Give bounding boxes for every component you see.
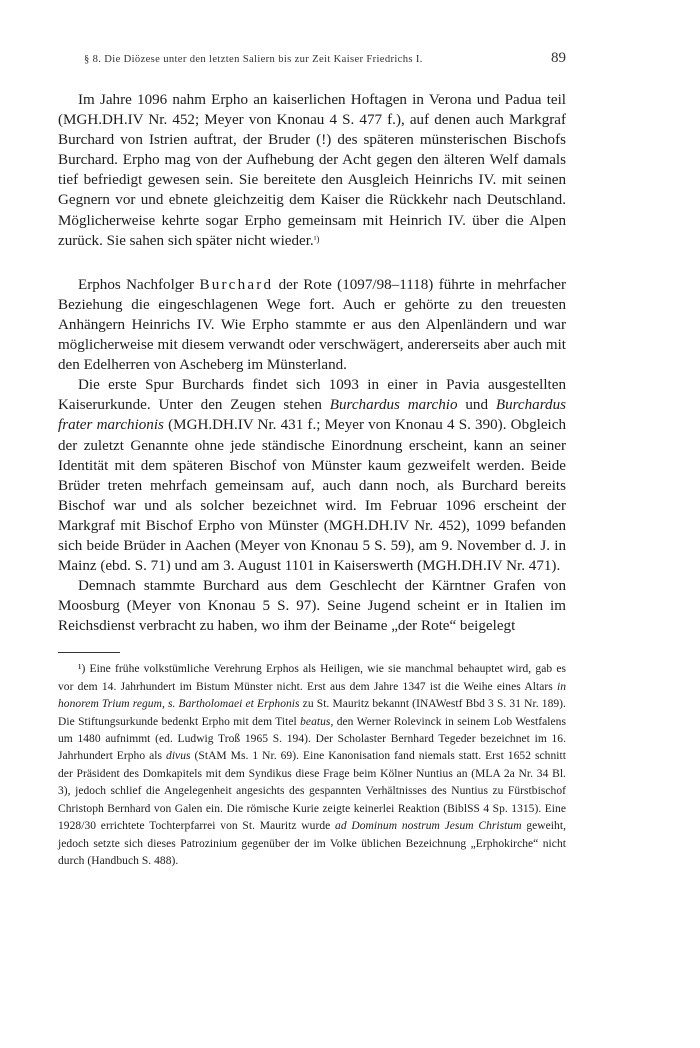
main-text xyxy=(58,90,566,636)
latin-quote: Burchardus frater marchionis xyxy=(58,397,566,434)
paragraph-text: Die erste Spur Burchards findet sich 1093 in einer in Pavia ausgestellten Kaiserurkunde. Unter den Zeugen stehen xyxy=(58,377,566,414)
paragraph-text: Im Jahre 1096 nahm Erpho an kaiserlichen Hoftagen in Verona und Padua teil (MGH.DH.IV Nr. 452; Meyer von Knonau 4 S. 477 f.), auf denen auch Markgraf Burchard von Istrien auftrat, der Bruder (!) des späteren münsterischen Bischofs Burchard. Erpho mag von der Aufhebung der Acht gegen den älteren Welf damals tief befriedigt gewesen sein. Sie bereitete den Ausgleich Heinrichs IV. mit seinen Gegnern vor und ebnete gleichzeitig dem Kaiser die Rückkehr nach Deutschland. Möglicherweise kehrte sogar Erpho gemeinsam mit Heinrich IV. über die Alpen zurück. Sie sahen sich später nicht wieder. xyxy=(58,92,566,249)
running-title: § 8. Die Diözese unter den letzten Saliern bis zur Zeit Kaiser Friedrichs I. xyxy=(84,54,423,65)
paragraph xyxy=(58,90,566,251)
book-page xyxy=(58,52,566,870)
paragraph-text: der Rote (1097/98–1118) führte in mehrfacher Beziehung die eingeschlagenen Wege fort. Auch er gehörte zu den treuesten Anhängern Heinrichs IV. Wie Erpho stammte er aus den Alpenländern und war möglicherweise mit diesem verwandt oder verschwägert, andererseits aber auch mit den Edelherren von Ascheberg im Münsterland. xyxy=(58,276,566,374)
footnote-text: zu St. Mauritz bekannt (INAWestf Bbd 3 S. 31 Nr. 189). Die Stiftungsurkunde bedenkt Erpho mit dem Titel xyxy=(58,698,566,728)
paragraph-text: (MGH.DH.IV Nr. 431 f.; Meyer von Knonau 4 S. 390). Obgleich der zuletzt Genannte ohne jede ständische Einordnung erscheint, kann an seiner Identität mit dem späteren Bischof von Münster kaum gezweifelt werden. Beide Brüder treten mehrfach gemeinsam auf, auch dann noch, als Burchard bereits Bischof war und als solcher bezeichnet wird. Im Februar 1096 erscheint der Markgraf mit Bischof Erpho von Münster (MGH.DH.IV Nr. 452), 1099 befanden sich beide Brüder in Aachen (Meyer von Knonau 5 S. 59), am 9. November d. J. in Mainz (ebd. S. 71) und am 3. August 1101 in Kaiserswerth (MGH.DH.IV Nr. 471). xyxy=(58,417,566,575)
footnote-text: Eine frühe volkstümliche Verehrung Erphos als Heiligen, wie sie manchmal behauptet wird, gab es vor dem 14. Jahrhundert im Bistum Münster nicht. Erst aus dem Jahre 1347 ist die Weihe eines Altars xyxy=(58,663,566,693)
latin-quote: beatus, xyxy=(300,715,334,728)
paragraph-text: und xyxy=(457,397,496,414)
footnote-divider xyxy=(58,652,120,653)
footnote-text: geweiht, jedoch setzte sich dieses Patrozinium gegenüber der im Volke üblichen Bezeichnung „Erphokirche“ nicht durch (Handbuch S. 488). xyxy=(58,820,567,867)
footnote-text: (StAM Ms. 1 Nr. 69). Eine Kanonisation fand niemals statt. Erst 1652 schnitt der Präsident des Domkapitels mit dem Syndikus diese Frage beim Kölner Nuntius an (MLA 2a Nr. 34 Bl. 3), jedoch schlief die Angelegenheit angesichts des gespannten Verhältnisses des Nuntius zu Fürstbischof Christoph Bernhard von Galen ein. Die römische Kurie zeigte keinerlei Reaktion (BiblSS 4 Sp. 1315). Eine 1928/30 errichtete Tochterpfarrei von St. Mauritz wurde xyxy=(58,750,566,833)
footnote-text: den Werner Rolevinck in seinem Lob Westfalens um 1480 aufnimmt (ed. Ludwig Troß 1965 S. 194). Der Scholaster Bernhard Tegeder bezeichnet im 16. Jahrhundert Erpho als xyxy=(58,715,566,763)
footnote xyxy=(58,661,566,870)
paragraph xyxy=(58,375,566,576)
latin-quote: ad Dominum nostrum Jesum Christum xyxy=(335,820,522,833)
footnote-reference: ¹) xyxy=(313,233,320,244)
footnote-marker: ¹) xyxy=(78,663,86,676)
page-header xyxy=(58,52,566,74)
paragraph-text: Erphos Nachfolger xyxy=(78,276,200,293)
paragraph xyxy=(58,576,566,636)
paragraph-text: Demnach stammte Burchard aus dem Geschlecht der Kärntner Grafen von Moosburg (Meyer von Knonau 5 S. 97). Seine Jugend scheint er in Italien im Reichsdienst verbracht zu haben, wo ihm der Beiname „der Rote“ beigelegt xyxy=(58,578,566,635)
latin-quote: divus xyxy=(166,750,191,763)
paragraph xyxy=(58,275,566,375)
spaced-name: Burchard xyxy=(199,276,274,293)
page-number: 89 xyxy=(551,50,566,66)
latin-quote: Burchardus marchio xyxy=(329,397,458,414)
latin-quote: in honorem Trium regum, s. Bartholomaei et Erphonis xyxy=(58,680,566,711)
